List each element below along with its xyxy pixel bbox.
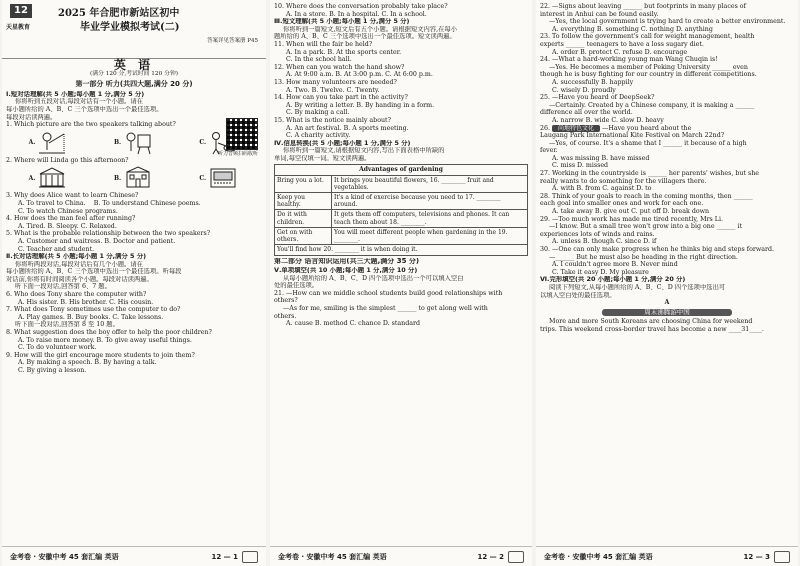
question-21-line4: others.	[274, 312, 297, 320]
picture-option: B.	[114, 131, 154, 155]
question-22-line3: —Yes, the local government is trying hard to create a better environment.	[549, 18, 786, 26]
question-29-line3: experiences lots of winds and rains.	[540, 230, 655, 238]
question-6-options: A. His sister. B. His brother. C. His cousin.	[18, 298, 154, 306]
question-22: 22. —Signs about leaving ______ but footprints in many places of	[540, 3, 746, 10]
question-8-options: A. To raise more money. B. To give away useful things.	[18, 336, 192, 344]
paper-number-badge: 12	[10, 4, 32, 18]
question-25-options: A. narrow B. wide C. slow D. heavy	[552, 116, 664, 124]
question-9: 9. How will the girl encourage more students to join them?	[6, 351, 195, 359]
section2-instruction: 听下面一段对话,回答第 6、7 题。	[15, 283, 111, 291]
question-14: 14. How can you take part in the activity?	[274, 94, 408, 102]
brand-name: 天星教育	[6, 24, 31, 31]
page-number: 12 — 2	[477, 552, 504, 561]
question-26-line3: —Yes, of course. It's a shame that I ______ it because of a high	[549, 139, 747, 147]
question-2-pictures	[6, 165, 262, 191]
question-27-options: A. with B. from C. against D. to	[552, 185, 652, 193]
question-26-options: C. miss D. missed	[552, 162, 609, 170]
gardening-table	[274, 164, 528, 255]
question-30-options: A. I couldn't agree more B. Never mind	[552, 261, 678, 269]
section1-instruction: 你将听到五段对话,每段对话有一个小题。请在	[15, 98, 143, 106]
question-11: 11. When will the fair be held?	[274, 40, 373, 48]
publisher-logo-icon	[242, 551, 258, 563]
passage-label: A	[664, 299, 670, 307]
question-30-line2: —______ But he must also be heading in the right direction.	[549, 253, 738, 261]
question-28-options: A. take away B. give out C. put off D. break down	[552, 208, 710, 216]
question-27-line2: really wants to do something for the villagers there.	[540, 177, 707, 185]
question-4: 4. How does the man feel after running?	[6, 215, 136, 223]
question-24-line2: —Yes. He becomes a member of Peking University ______ even	[549, 63, 748, 71]
question-10: 10. Where does the conversation probably take place?	[274, 3, 448, 10]
question-24-options: A. successfully B. happily	[552, 78, 634, 86]
question-15: 15. What is the notice mainly about?	[274, 116, 391, 124]
question-21-options: A. cause B. method C. chance D. standard	[286, 320, 421, 328]
question-10-options: A. In a store. B. In a hospital. C. In a school.	[286, 10, 427, 18]
question-11-options: A. In a park. B. At the sports center.	[286, 48, 402, 56]
question-28-line2: each goal into smaller ones and work for each one.	[540, 200, 704, 208]
question-25-line3: difference all over the world.	[540, 109, 633, 117]
footer-text: 金考卷 · 安徽中考 45 套汇编 英语	[544, 552, 653, 561]
question-22-options: A. everything B. something C. nothing D. anything	[552, 25, 713, 33]
section3-title: Ⅲ.短文理解(共 5 小题;每小题 1 分,满分 5 分)	[274, 18, 410, 26]
section4-instruction: 你将听到一篇短文,请根据短文内容,写出下面表格中所缺的	[283, 147, 445, 155]
section1-instruction: 每小题所给的 A、B、C 三个选项中选出一个最佳选项。	[6, 105, 163, 113]
question-22-line2: interest in Anhui can be found easily.	[540, 10, 659, 18]
question-9-options: A. By making a speech. B. By having a talk.	[18, 359, 157, 367]
library-icon	[123, 166, 153, 190]
question-24-line3: though he is busy fighting for our country in different competitions.	[540, 71, 757, 79]
question-23: 23. To follow the government's call for weight management, health	[540, 33, 755, 41]
picture-option: B.	[114, 166, 154, 190]
part1-title: 第一部分 听力(共四大题,满分 20 分)	[75, 80, 193, 89]
passage-banner: 周末沸腾游中国	[602, 309, 732, 317]
section6-instruction: 阅读下列短文,从每小题所给的 A、B、C、D 四个选项中选出可	[549, 283, 726, 291]
question-3-options: A. To travel to China. B. To understand Chinese poems.	[18, 199, 201, 207]
question-14-options: A. By writing a letter. B. By handing in a form.	[286, 101, 435, 109]
question-25: 25. —Have you heard of DeepSeek?	[540, 94, 655, 102]
footer-text: 金考卷 · 安徽中考 45 套汇编 英语	[10, 552, 119, 561]
picture-option: C.	[199, 166, 239, 190]
exam-header	[2, 0, 266, 59]
passage-line: trips. This weekend cross-border travel has become a new ____31____.	[540, 325, 764, 333]
section2-instruction: 对话前,你将有时间阅读各个小题。每段对话读两遍。	[6, 275, 153, 283]
subject-title: 英 语	[113, 58, 155, 72]
question-30: 30. —One can only make progress when he thinks big and steps forward.	[540, 246, 775, 253]
question-3: 3. Why does Alice want to learn Chinese?	[6, 192, 139, 200]
question-5: 5. What is the probable relationship between the two speakers?	[6, 230, 211, 238]
subject-note: (满分 120 分,考试时间 120 分钟)	[89, 70, 179, 77]
question-25-line2: —Certainly. Created by a Chinese company, it is making a ______	[549, 101, 755, 109]
question-26-line2: Laugang Park International Kite Festival on March 22nd?	[540, 132, 725, 140]
section1-instruction: 每段对话读两遍。	[6, 113, 57, 121]
question-2: 2. Where will Linda go this afternoon?	[6, 156, 129, 164]
section2-instruction: 每小题所给的 A、B、C 三个选项中选出一个最佳选项。听每段	[6, 268, 182, 276]
page-footer	[270, 546, 532, 566]
question-21-line3: —As for me, smiling is the simplest ______ to get along well with	[283, 305, 488, 313]
table-row: Get on with others. You will meet different people when gardening in the 19. ________.	[275, 227, 528, 244]
section5-instruction: 从每小题所给的 A、B、C、D 四个选项中选出一个可以填入空白	[283, 274, 464, 282]
passage-line: More and more South Koreans are choosing China for weekend	[549, 318, 753, 326]
culture-banner: 尚地特色文化	[552, 125, 600, 133]
question-13-options: A. Two. B. Twelve. C. Twenty.	[286, 86, 380, 94]
column-1-body	[6, 58, 262, 544]
question-6: 6. Who does Tony share the computer with?	[6, 291, 147, 299]
question-15-options: A. An art festival. B. A sports meeting.	[286, 124, 409, 132]
publisher-logo-icon	[774, 551, 790, 563]
section3-instruction: 你将听到一篇短文,短文后有五个小题。请根据短文内容,在每小	[283, 25, 458, 33]
question-9-option-c: C. By giving a lesson.	[18, 367, 87, 374]
question-28: 28. Think of your goals to reach in the coming months, then ______	[540, 192, 753, 200]
footer-text: 金考卷 · 安徽中考 45 套汇编 英语	[278, 552, 387, 561]
table-row: Bring you a lot. It brings you beautiful flowers, 16. ________ fruit and vegetables.	[275, 175, 528, 192]
question-26: 26. 尚地特色文化 —Have you heard about the	[540, 124, 692, 132]
picture-option: A.	[29, 166, 69, 190]
exam-title-line1: 2025 年合肥市新站区初中	[58, 8, 180, 19]
section6-title: Ⅵ.完形填空(共 20 小题;每小题 1 分,满分 20 分)	[540, 276, 686, 284]
exam-title-line2: 毕业学业模拟考试(二)	[80, 22, 180, 33]
answer-reference: 答案详见答案册 P45	[207, 38, 258, 44]
publisher-logo-icon	[508, 551, 524, 563]
section5-title: Ⅴ.单项填空(共 10 小题;每小题 1 分,满分 10 分)	[274, 267, 418, 275]
cinema-icon	[208, 166, 238, 190]
section4-title: Ⅳ.信息转换(共 5 小题;每小题 1 分,满分 5 分)	[274, 139, 411, 147]
picture-option: C.	[199, 131, 239, 155]
table-row: Keep you healthy. It's a kind of exercise because you need to 17. ________ around.	[275, 193, 528, 210]
question-29-options: A. unless B. though C. since D. if	[552, 238, 657, 246]
table-row: You'll find how 20. ________ it is when doing it.	[275, 245, 528, 255]
page-number: 12 — 3	[743, 552, 770, 561]
question-4-options: A. Tired. B. Sleepy. C. Relaxed.	[18, 222, 117, 230]
question-21: 21. —How can we middle school students build good relationships with	[274, 289, 503, 297]
question-23-options: A. order B. protect C. refuse D. encourage	[552, 48, 688, 56]
section4-instruction: 单词,每空仅填一词。短文读两遍。	[274, 154, 371, 162]
part2-title: 第二部分 语言知识运用(共三大题,满分 35 分)	[274, 257, 420, 265]
question-26-line4: fever.	[540, 147, 558, 155]
question-21-line2: others?	[274, 297, 298, 305]
page-footer	[536, 546, 798, 566]
section1-title: Ⅰ.短对话理解(共 5 小题;每小题 1 分,满分 5 分)	[6, 90, 145, 98]
section6-instruction: 以填入空白处的最佳选项。	[540, 291, 616, 299]
qr-code-icon[interactable]	[226, 118, 258, 150]
section3-instruction: 题所给的 A、B、C 三个选项中选出一个最佳选项。短文读两遍。	[274, 33, 456, 41]
section2-title: Ⅱ.长对话理解(共 5 小题;每小题 1 分,满分 5 分)	[6, 253, 147, 261]
question-12-options: A. At 9:00 a.m. B. At 3:00 p.m. C. At 6:00 p.m.	[286, 71, 433, 79]
question-30-options: C. Take it easy D. My pleasure	[552, 268, 649, 276]
question-15-option-c: C. A charity activity.	[286, 132, 351, 140]
question-26-options: A. was missing B. have missed	[552, 154, 650, 162]
question-11-option-c: C. In the school hall.	[286, 56, 352, 64]
question-1: 1. Which picture are the two speakers talking about?	[6, 121, 176, 129]
question-13: 13. How many volunteers are needed?	[274, 78, 397, 86]
question-3-option-c: C. To watch Chinese programs.	[18, 207, 118, 215]
page-column-3	[536, 0, 798, 566]
page-number: 12 — 1	[211, 552, 238, 561]
section5-instruction: 处的最佳选项。	[274, 282, 319, 290]
qr-caption: 听力音频扫码收听	[217, 151, 258, 157]
section2-instruction: 你将听两段对话,每段对话后有几个小题。请在	[15, 260, 143, 268]
question-8-option-c: C. To do volunteer work.	[18, 344, 97, 352]
question-29-line2: —I know. But a small tree won't grow into a big one ______ it	[549, 223, 743, 231]
question-7-options: A. Play games. B. Buy books. C. Take lessons.	[18, 313, 164, 321]
table-title: Advantages of gardening	[275, 165, 528, 175]
question-8: 8. What suggestion does the boy offer to help the poor children?	[6, 329, 212, 337]
fishing-boy-icon	[37, 131, 67, 155]
question-24-options: C. wisely D. proudly	[552, 86, 616, 94]
question-5-options: A. Customer and waitress. B. Doctor and patient.	[18, 237, 176, 245]
question-7: 7. What does Tony sometimes use the computer to do?	[6, 306, 181, 314]
table-row: Do it with children. It gets them off computers, televisions and phones. It can teach them about 18. ________.	[275, 210, 528, 227]
page-column-1	[2, 0, 266, 566]
question-24: 24. —What a hard-working young man Wang Chuqin is!	[540, 56, 718, 64]
museum-icon	[37, 166, 67, 190]
question-5-option-c: C. Teacher and student.	[18, 245, 95, 253]
question-29: 29. —Too much work has made me tired recently, Mrs Li.	[540, 215, 723, 223]
question-14-option-c: C. By making a call.	[286, 109, 350, 117]
column-2-body	[274, 3, 528, 544]
question-12: 12. When can you watch the hand show?	[274, 63, 405, 71]
page-footer	[2, 546, 266, 566]
column-3-body	[540, 3, 794, 544]
painting-child-icon	[123, 131, 153, 155]
question-8-intro: 听下面一段对话,回答第 8 至 10 题。	[15, 321, 119, 329]
picture-option: A.	[29, 131, 69, 155]
question-23-line2: experts ______ teenagers to have a loss sugary diet.	[540, 40, 704, 48]
page-column-2	[270, 0, 532, 566]
question-27: 27. Working in the countryside is ______ her parents' wishes, but she	[540, 170, 759, 178]
